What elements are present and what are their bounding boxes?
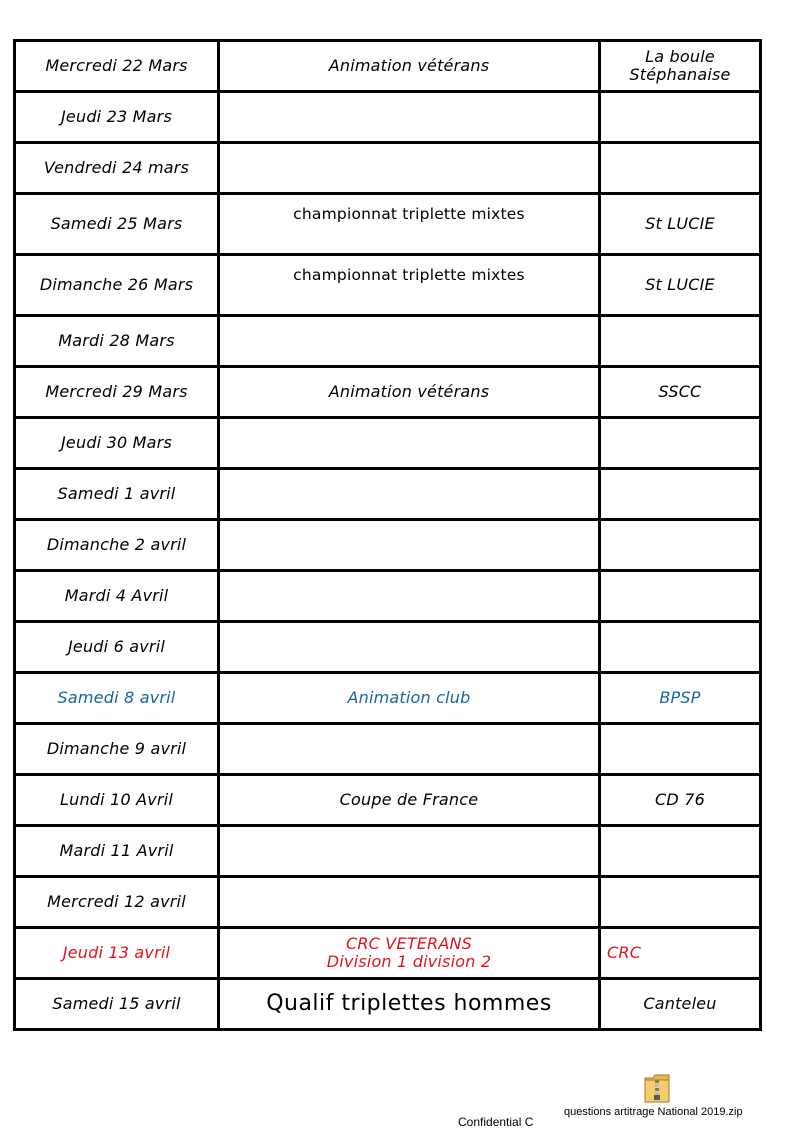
table-row — [15, 979, 761, 1030]
event-cell: championnat triplette mixtes — [219, 194, 600, 255]
date-cell: Samedi 1 avril — [15, 469, 219, 520]
place-cell: Canteleu — [600, 979, 761, 1030]
event-cell: Qualif triplettes hommes — [219, 979, 600, 1030]
event-cell — [219, 622, 600, 673]
event-cell: Animation vétérans — [219, 41, 600, 92]
event-cell — [219, 724, 600, 775]
place-cell — [600, 520, 761, 571]
date-cell: Mardi 4 Avril — [15, 571, 219, 622]
date-cell: Mardi 11 Avril — [15, 826, 219, 877]
table-row — [15, 571, 761, 622]
place-cell: St LUCIE — [600, 255, 761, 316]
event-cell — [219, 928, 600, 979]
place-cell — [600, 877, 761, 928]
event-cell: Animation vétérans — [219, 367, 600, 418]
place-line: La boule — [645, 47, 715, 66]
event-cell — [219, 469, 600, 520]
date-cell: Mercredi 12 avril — [15, 877, 219, 928]
place-cell — [600, 571, 761, 622]
place-cell — [600, 41, 761, 92]
table-row — [15, 316, 761, 367]
table-row — [15, 928, 761, 979]
event-cell — [219, 571, 600, 622]
table-row — [15, 194, 761, 255]
event-cell: Coupe de France — [219, 775, 600, 826]
date-cell: Lundi 10 Avril — [15, 775, 219, 826]
date-cell: Jeudi 30 Mars — [15, 418, 219, 469]
place-cell — [600, 469, 761, 520]
table-row — [15, 469, 761, 520]
event-line: CRC VETERANS — [345, 934, 473, 953]
table-row — [15, 724, 761, 775]
table-row — [15, 41, 761, 92]
event-cell — [219, 418, 600, 469]
zip-folder-icon[interactable] — [643, 1072, 671, 1104]
date-cell: Mercredi 22 Mars — [15, 41, 219, 92]
date-cell: Samedi 15 avril — [15, 979, 219, 1030]
table-row — [15, 143, 761, 194]
place-cell: CRC — [600, 928, 761, 979]
place-cell — [600, 724, 761, 775]
event-cell — [219, 316, 600, 367]
place-cell — [600, 418, 761, 469]
event-cell — [219, 92, 600, 143]
date-cell: Jeudi 23 Mars — [15, 92, 219, 143]
table-row — [15, 877, 761, 928]
table-row — [15, 255, 761, 316]
event-cell — [219, 826, 600, 877]
place-line: Stéphanaise — [629, 65, 731, 84]
date-cell: Jeudi 13 avril — [15, 928, 219, 979]
place-cell: BPSP — [600, 673, 761, 724]
date-cell: Dimanche 26 Mars — [15, 255, 219, 316]
schedule-table — [13, 39, 762, 1031]
date-cell: Dimanche 2 avril — [15, 520, 219, 571]
event-cell — [219, 143, 600, 194]
table-row — [15, 92, 761, 143]
event-line: Division 1 division 2 — [326, 952, 492, 971]
date-cell: Samedi 8 avril — [15, 673, 219, 724]
date-cell: Vendredi 24 mars — [15, 143, 219, 194]
event-cell: Animation club — [219, 673, 600, 724]
date-cell: Jeudi 6 avril — [15, 622, 219, 673]
event-cell — [219, 520, 600, 571]
attachment-filename[interactable]: questions artitrage National 2019.zip — [564, 1106, 743, 1118]
place-cell: CD 76 — [600, 775, 761, 826]
table-row — [15, 775, 761, 826]
place-cell: SSCC — [600, 367, 761, 418]
place-cell — [600, 143, 761, 194]
place-cell: St LUCIE — [600, 194, 761, 255]
date-cell: Mercredi 29 Mars — [15, 367, 219, 418]
table-row — [15, 520, 761, 571]
place-cell — [600, 826, 761, 877]
table-row — [15, 826, 761, 877]
event-cell — [219, 877, 600, 928]
place-cell — [600, 622, 761, 673]
table-row — [15, 418, 761, 469]
place-cell — [600, 316, 761, 367]
table-row — [15, 622, 761, 673]
date-cell: Dimanche 9 avril — [15, 724, 219, 775]
event-cell: championnat triplette mixtes — [219, 255, 600, 316]
place-cell — [600, 92, 761, 143]
table-row — [15, 673, 761, 724]
table-row — [15, 367, 761, 418]
date-cell: Mardi 28 Mars — [15, 316, 219, 367]
date-cell: Samedi 25 Mars — [15, 194, 219, 255]
confidential-label: Confidential C — [458, 1115, 534, 1129]
